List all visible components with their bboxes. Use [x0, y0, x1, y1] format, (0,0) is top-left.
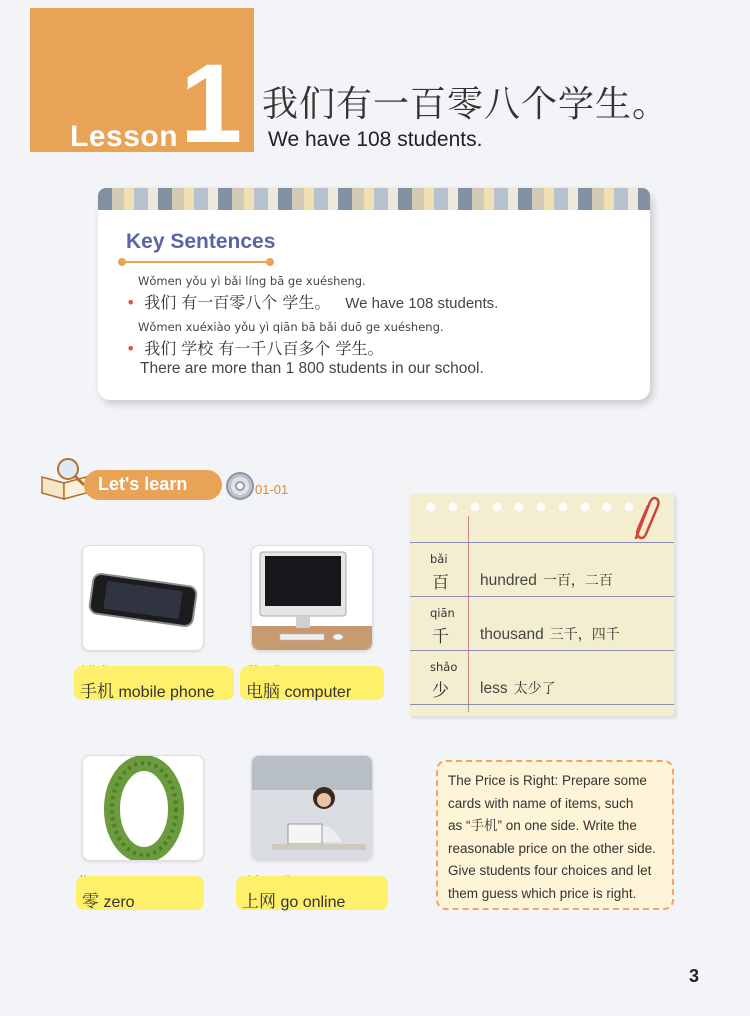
vocab-1-english: hundred — [480, 572, 537, 589]
sentence-2-english: There are more than 1 800 students in our school. — [140, 360, 484, 377]
word-1-chinese: 手机 — [80, 682, 114, 702]
vocab-1-chinese: 百 — [432, 573, 449, 593]
word-3-chinese: 零 — [82, 892, 99, 912]
bullet-icon: • — [126, 339, 136, 358]
note-rule — [410, 542, 674, 543]
paper-clip-icon — [626, 494, 660, 542]
heading-divider — [120, 261, 272, 263]
sentence-1-chinese: 我们 有一百零八个 学生。 — [144, 293, 331, 312]
vocab-3-chinese: 少 — [432, 681, 449, 701]
sentence-1-pinyin: Wǒmen yǒu yì bǎi líng bā ge xuésheng. — [138, 274, 366, 288]
lesson-label: Lesson — [70, 120, 179, 153]
sentence-2-pinyin: Wǒmen xuéxiào yǒu yì qiān bā bǎi duō ge xuésheng. — [138, 320, 444, 334]
sentence-1 — [126, 290, 498, 313]
vocab-3-pinyin: shǎo — [430, 660, 458, 674]
audio-track-number: 01-01 — [255, 482, 289, 497]
sentence-2-chinese: 我们 学校 有一千八百多个 学生。 — [144, 339, 384, 358]
vocab-1-meaning — [480, 570, 613, 590]
word-2-english: computer — [284, 684, 352, 701]
word-3-english: zero — [103, 894, 135, 911]
vocab-2-chinese: 千 — [432, 627, 449, 647]
word-1-english: mobile phone — [118, 684, 215, 701]
lets-learn-label: Let's learn — [84, 470, 222, 500]
page-number: 3 — [689, 966, 700, 986]
word-3-label — [76, 876, 204, 910]
activity-tip-box — [436, 760, 674, 910]
vocab-2-example: 三千，四千 — [549, 627, 620, 643]
bullet-icon: • — [126, 293, 136, 312]
sentence-2 — [126, 336, 383, 359]
lesson-title-english: We have 108 students. — [268, 128, 483, 151]
sentence-1-english: We have 108 students. — [345, 295, 499, 312]
vocab-3-english: less — [480, 680, 508, 697]
word-2-chinese: 电脑 — [246, 682, 280, 702]
decorative-stripe — [98, 188, 650, 210]
vocab-3-example: 太少了 — [513, 681, 556, 697]
vocab-1-example: 一百，二百 — [542, 573, 613, 589]
vocab-1-pinyin: bǎi — [430, 552, 448, 566]
word-2-label — [240, 666, 384, 700]
computer-picture — [251, 545, 373, 651]
audio-cd-icon[interactable] — [226, 472, 254, 500]
vocab-2-pinyin: qiān — [430, 606, 455, 620]
mobile-phone-picture — [82, 545, 204, 651]
word-4-english: go online — [280, 894, 346, 911]
word-4-chinese: 上网 — [242, 892, 276, 912]
activity-tip-text: The Price is Right: Prepare some cards with name of items, such as “手机” on one side. Write the reasonable price on the other side. Give students four choices and let them guess which price is right. — [448, 773, 656, 901]
lesson-banner — [30, 8, 254, 166]
key-sentences-card — [98, 188, 650, 400]
vocab-3-meaning — [480, 678, 556, 698]
vocab-row — [410, 546, 674, 598]
vocab-row — [410, 600, 674, 652]
binder-holes — [420, 502, 640, 512]
vocab-2-meaning — [480, 624, 620, 644]
go-online-picture — [251, 755, 373, 861]
vocab-2-english: thousand — [480, 626, 544, 643]
vocab-row — [410, 654, 674, 706]
word-4-label — [236, 876, 388, 910]
zero-picture — [82, 755, 204, 861]
key-sentences-heading: Key Sentences — [126, 230, 276, 253]
lesson-title-chinese: 我们有一百零八个学生。 — [262, 84, 670, 125]
lesson-number: 1 — [180, 41, 243, 166]
word-1-label — [74, 666, 234, 700]
